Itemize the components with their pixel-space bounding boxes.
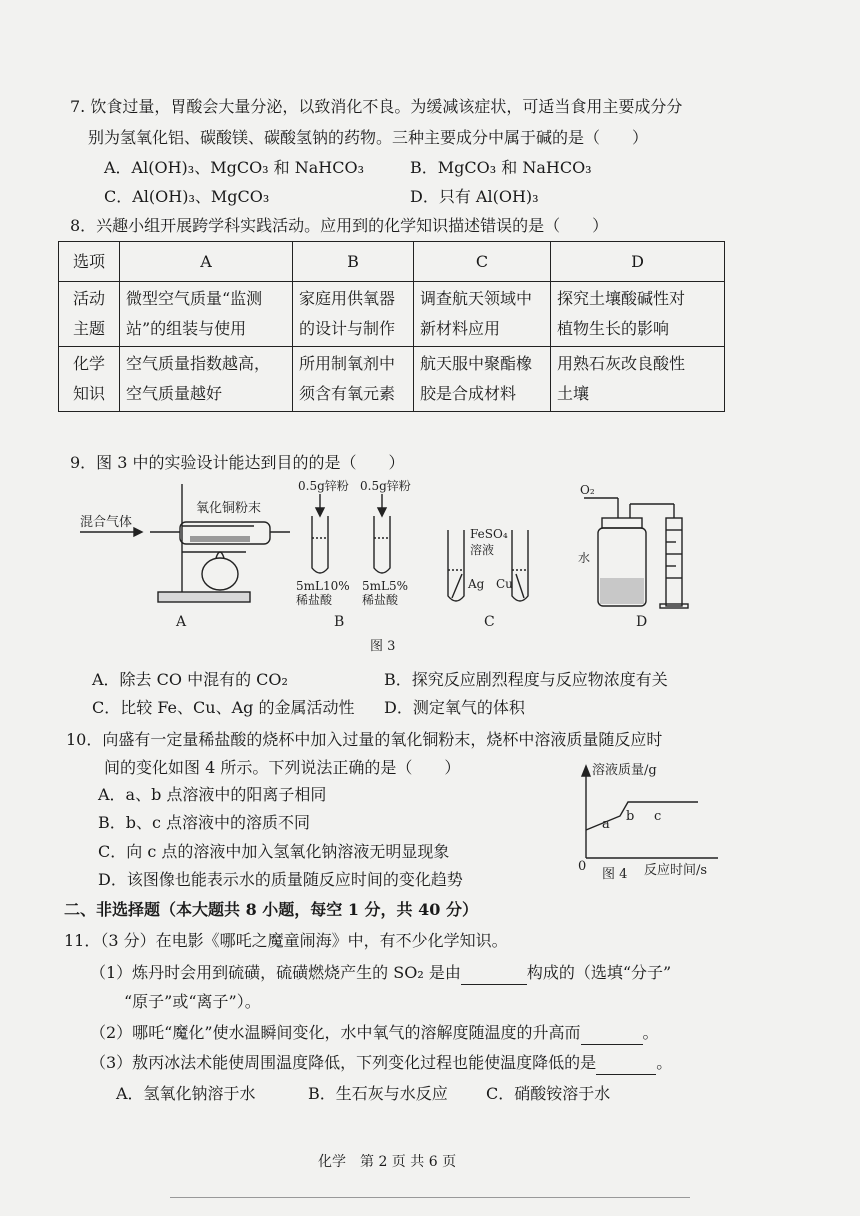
acid-label-2b: 稀盐酸 — [362, 593, 399, 607]
table-header-cell: 选项 — [59, 242, 120, 282]
label-c: C — [484, 614, 495, 630]
q9-option-b: B．探究反应剧烈程度与反应物浓度有关 — [384, 670, 668, 689]
q7-option-c: C．Al(OH)₃、MgCO₃ — [104, 187, 270, 206]
blank-answer-2[interactable] — [581, 1022, 643, 1045]
q9-option-d: D．测定氧气的体积 — [384, 698, 525, 717]
table-cell: 调查航天领域中 新材料应用 — [414, 282, 551, 347]
q11-part1-cont: “原子”或“离子”）。 — [124, 992, 261, 1011]
table-header-cell: C — [414, 242, 551, 282]
oxygen-label: O₂ — [580, 483, 595, 497]
table-row — [59, 282, 725, 347]
q7-stem-line1: 7. 饮食过量，胃酸会大量分泌，以致消化不良。为缓减该症状，可适当食用主要成分分 — [70, 97, 683, 116]
label-d: D — [636, 614, 648, 630]
acid-label-1b: 稀盐酸 — [296, 593, 333, 607]
q11-part1: （1）炼丹时会用到硫磺，硫磺燃烧产生的 SO₂ 是由 构成的（选填“分子” — [90, 962, 671, 985]
table-cell: 探究土壤酸碱性对 植物生长的影响 — [551, 282, 725, 347]
apparatus-d — [584, 498, 688, 608]
water-label: 水 — [578, 551, 591, 565]
silver-label: Ag — [468, 577, 485, 591]
point-a-label: a — [602, 817, 610, 832]
q11-option-a: A．氢氧化钠溶于水 — [116, 1084, 256, 1103]
feso4-label-a: FeSO₄ — [470, 527, 508, 541]
feso4-label-b: 溶液 — [470, 543, 495, 557]
q8-options-table — [58, 241, 725, 412]
figure-4-caption: 图 4 — [602, 867, 628, 882]
table-row — [59, 347, 725, 412]
q7-option-b: B．MgCO₃ 和 NaHCO₃ — [410, 158, 592, 177]
row-label: 活动 主题 — [59, 282, 120, 347]
table-cell: 微型空气质量“监测 站”的组装与使用 — [120, 282, 293, 347]
q10-option-b: B．b、c 点溶液中的溶质不同 — [98, 813, 311, 832]
table-cell: 航天服中聚酯橡 胶是合成材料 — [414, 347, 551, 412]
q7-stem-line2: 别为氢氧化铝、碳酸镁、碳酸氢钠的药物。三种主要成分中属于碱的是（ ） — [88, 128, 649, 147]
q10-option-c: C．向 c 点的溶液中加入氢氧化钠溶液无明显现象 — [98, 842, 450, 861]
table-cell: 家庭用供氧器 的设计与制作 — [293, 282, 414, 347]
label-b: B — [334, 614, 345, 630]
page-footer: 化学 第 2 页 共 6 页 — [318, 1154, 457, 1170]
table-cell: 用熟石灰改良酸性 土壤 — [551, 347, 725, 412]
blank-answer-1[interactable] — [461, 962, 527, 985]
mixed-gas-label: 混合气体 — [80, 515, 133, 530]
q11-part2: （2）哪吒“魔化”使水温瞬间变化，水中氧气的溶解度随温度的升高而 。 — [90, 1022, 659, 1045]
section-2-heading: 二、非选择题（本大题共 8 小题，每空 1 分，共 40 分） — [64, 900, 478, 919]
figure-3-caption: 图 3 — [370, 639, 396, 654]
zinc-label-1: 0.5g锌粉 — [298, 479, 349, 493]
q11-option-b: B．生石灰与水反应 — [308, 1084, 448, 1103]
q10-stem-line1: 10．向盛有一定量稀盐酸的烧杯中加入过量的氧化铜粉末，烧杯中溶液质量随反应时 — [66, 730, 663, 749]
acid-label-2a: 5mL5% — [362, 579, 409, 593]
apparatus-b — [312, 494, 390, 573]
q11-part3: （3）敖丙冰法术能使周围温度降低，下列变化过程也能使温度降低的是 。 — [90, 1052, 672, 1075]
q10-option-a: A．a、b 点溶液中的阳离子相同 — [98, 785, 327, 804]
blank-answer-3[interactable] — [596, 1052, 656, 1075]
origin-label: 0 — [578, 859, 587, 874]
q9-stem: 9．图 3 中的实验设计能达到目的的是（ ） — [70, 453, 405, 472]
q10-stem-line2: 间的变化如图 4 所示。下列说法正确的是（ ） — [104, 758, 461, 777]
figure-4-graph — [576, 758, 736, 882]
table-cell: 空气质量指数越高， 空气质量越好 — [120, 347, 293, 412]
row-label: 化学 知识 — [59, 347, 120, 412]
footer-divider — [170, 1197, 690, 1198]
q7-option-d: D．只有 Al(OH)₃ — [410, 187, 539, 206]
table-header-cell: A — [120, 242, 293, 282]
q9-option-c: C．比较 Fe、Cu、Ag 的金属活动性 — [92, 698, 355, 717]
q11-option-c: C．硝酸铵溶于水 — [486, 1084, 611, 1103]
copper-oxide-label: 氧化铜粉末 — [196, 501, 262, 516]
table-cell: 所用制氧剂中 须含有氧元素 — [293, 347, 414, 412]
q9-option-a: A．除去 CO 中混有的 CO₂ — [92, 670, 288, 689]
y-axis-label: 溶液质量/g — [592, 763, 657, 778]
table-header-cell: B — [293, 242, 414, 282]
point-c-label: c — [654, 809, 662, 824]
q7-option-a: A．Al(OH)₃、MgCO₃ 和 NaHCO₃ — [104, 158, 365, 177]
copper-label: Cu — [496, 577, 513, 591]
acid-label-1a: 5mL10% — [296, 579, 350, 593]
x-axis-label: 反应时间/s — [644, 863, 708, 878]
table-header-cell: D — [551, 242, 725, 282]
q11-stem: 11．（3 分）在电影《哪吒之魔童闹海》中，有不少化学知识。 — [64, 931, 508, 950]
figure-3 — [70, 474, 710, 660]
point-b-label: b — [626, 809, 635, 824]
zinc-label-2: 0.5g锌粉 — [360, 479, 411, 493]
label-a: A — [176, 614, 187, 630]
q10-option-d: D．该图像也能表示水的质量随反应时间的变化趋势 — [98, 870, 463, 889]
q8-stem: 8．兴趣小组开展跨学科实践活动。应用到的化学知识描述错误的是（ ） — [70, 216, 609, 235]
